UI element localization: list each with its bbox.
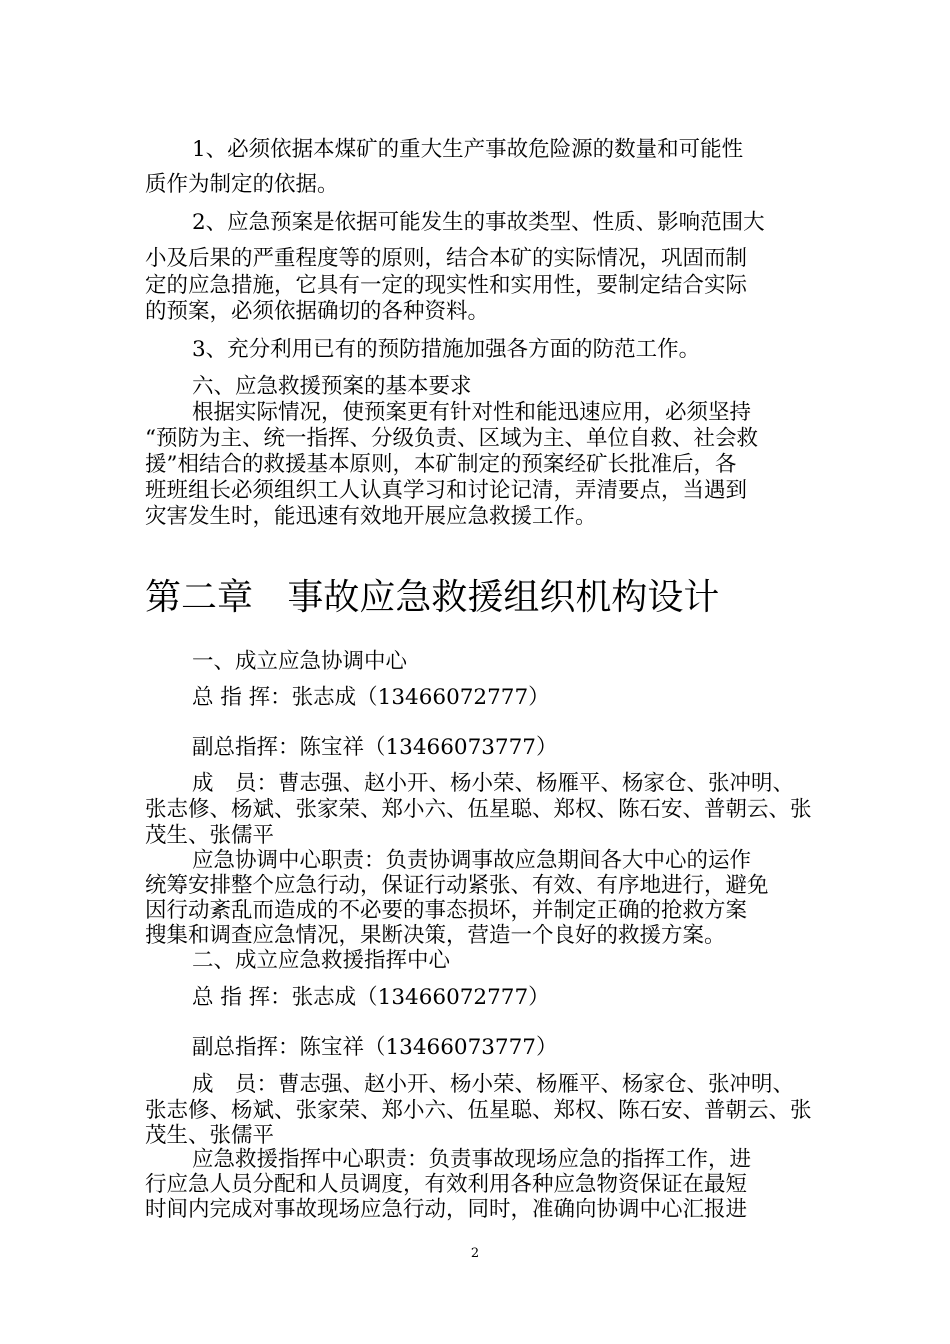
duty-line: 因行动紊乱而造成的不必要的事态损坏，并制定正确的抢救方案 <box>145 898 748 923</box>
paragraph-line: 3、充分利用已有的预防措施加强各方面的防范工作。 <box>192 337 701 362</box>
paragraph-line: 的预案，必须依据确切的各种资料。 <box>145 299 490 324</box>
duty-line: 行应急人员分配和人员调度，有效利用各种应急物资保证在最短 <box>145 1172 748 1197</box>
duty-line: 应急协调中心职责：负责协调事故应急期间各大中心的运作 <box>192 848 752 873</box>
duty-line: 搜集和调查应急情况，果断决策，营造一个良好的救援方案。 <box>145 923 726 948</box>
paragraph-line: 根据实际情况，使预案更有针对性和能迅速应用，必须坚持 <box>192 400 752 425</box>
chief-commander: 总 指 挥：张志成（13466072777） <box>192 985 550 1010</box>
members-line: 张志修、杨斌、张家荣、郑小六、伍星聪、郑权、陈石安、普朝云、张 <box>145 1098 812 1123</box>
section-heading: 二、成立应急救援指挥中心 <box>192 948 451 973</box>
paragraph-line: 班班组长必须组织工人认真学习和讨论记清，弄清要点，当遇到 <box>145 478 748 503</box>
duty-line: 时间内完成对事故现场应急行动，同时，准确向协调中心汇报进 <box>145 1197 748 1222</box>
members-line: 成 员：曹志强、赵小开、杨小荣、杨雁平、杨家仓、张冲明、 <box>192 771 795 796</box>
paragraph-line: 2、应急预案是依据可能发生的事故类型、性质、影响范围大 <box>192 210 765 235</box>
paragraph-line: 援”相结合的救援基本原则，本矿制定的预案经矿长批准后，各 <box>145 452 737 477</box>
members-line: 茂生、张儒平 <box>145 1123 275 1148</box>
paragraph-line: 质作为制定的依据。 <box>145 172 339 197</box>
members-line: 成 员：曹志强、赵小开、杨小荣、杨雁平、杨家仓、张冲明、 <box>192 1072 795 1097</box>
duty-line: 统筹安排整个应急行动，保证行动紧张、有效、有序地进行，避免 <box>145 873 769 898</box>
paragraph-line: 小及后果的严重程度等的原则，结合本矿的实际情况，巩固而制 <box>145 246 748 271</box>
section-heading: 六、应急救援预案的基本要求 <box>192 374 472 399</box>
chapter-title: 第二章 事故应急救援组织机构设计 <box>145 577 720 618</box>
deputy-commander: 副总指挥：陈宝祥（13466073777） <box>192 1035 558 1060</box>
duty-line: 应急救援指挥中心职责：负责事故现场应急的指挥工作，进 <box>192 1147 752 1172</box>
members-line: 茂生、张儒平 <box>145 823 275 848</box>
members-line: 张志修、杨斌、张家荣、郑小六、伍星聪、郑权、陈石安、普朝云、张 <box>145 797 812 822</box>
section-heading: 一、成立应急协调中心 <box>192 649 408 674</box>
chief-commander: 总 指 挥：张志成（13466072777） <box>192 685 550 710</box>
deputy-commander: 副总指挥：陈宝祥（13466073777） <box>192 735 558 760</box>
paragraph-line: 灾害发生时，能迅速有效地开展应急救援工作。 <box>145 504 597 529</box>
paragraph-line: 定的应急措施，它具有一定的现实性和实用性，要制定结合实际 <box>145 273 748 298</box>
paragraph-line: 1、必须依据本煤矿的重大生产事故危险源的数量和可能性 <box>192 137 744 162</box>
page-number: 2 <box>470 1246 480 1261</box>
paragraph-line: “预防为主、统一指挥、分级负责、区域为主、单位自救、社会救 <box>145 426 758 451</box>
